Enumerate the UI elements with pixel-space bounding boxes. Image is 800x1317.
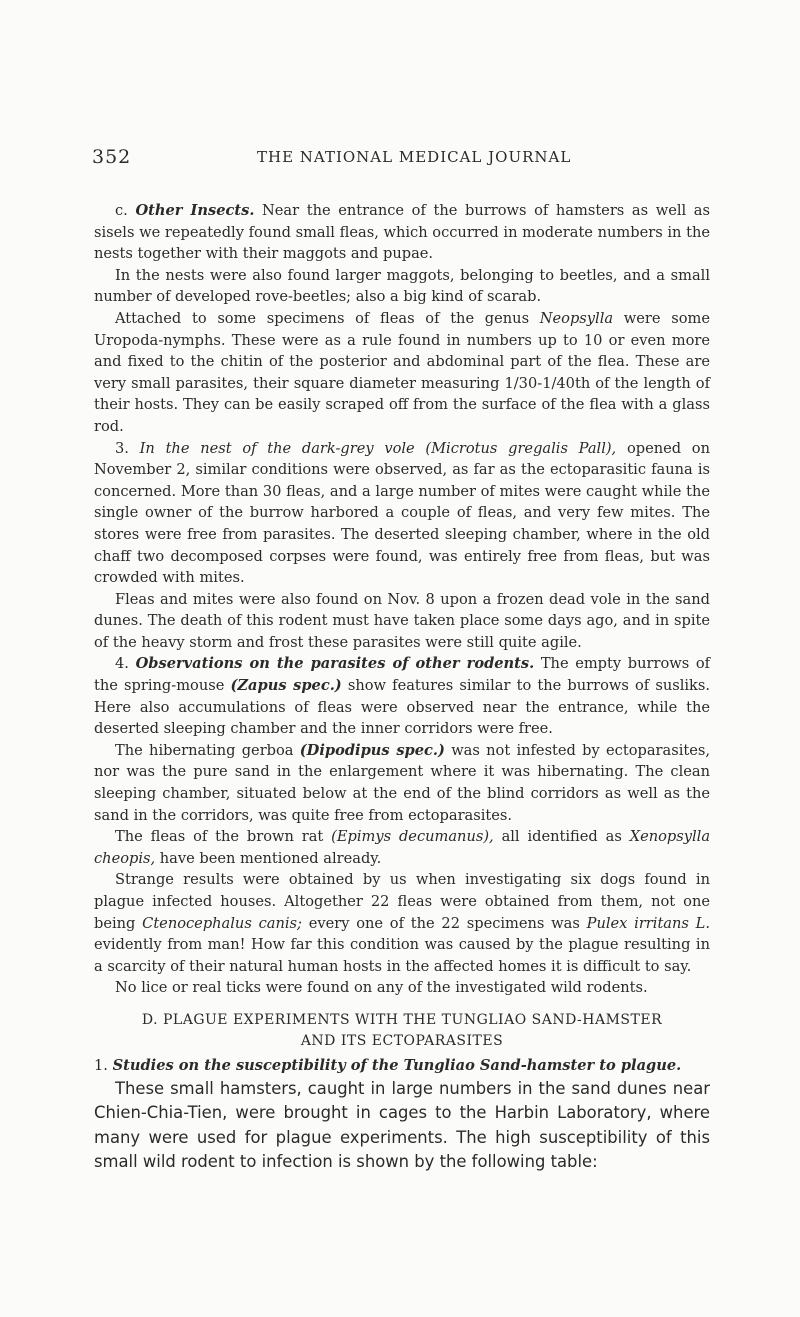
subsection-heading: Studies on the susceptibility of the Tungliao Sand-hamster to plague.	[112, 1056, 682, 1074]
subsection-heading: Observations on the parasites of other rodents.	[135, 655, 535, 673]
genus-name: Neopsylla	[539, 309, 614, 327]
paragraph-text: were some Uropoda-nymphs. These were as a rule found in numbers up to 10 or even more and fixed to the chitin of the posterior and abdominal part of the flea. These are very small parasites, their square diameter measuring 1/30-1/40th of the length of their hosts. They can be easily scraped off from the surface of the flea with a glass rod.	[94, 309, 710, 435]
species-name: (Zapus spec.)	[230, 677, 342, 695]
paragraph-text: was not infested by ectoparasites, nor was the pure sand in the enlargement where it was hibernating. The clean sleeping chamber, situated below at the end of the blind corridors as well as the sand in the corridors, was quite free from ectoparasites.	[94, 741, 711, 824]
paragraph-text: all identified as	[501, 828, 622, 846]
section-d-heading	[94, 1010, 710, 1052]
paragraph-text: evidently from man! How far this condition was caused by the plague resulting in a scarcity of their natural human hosts in the affected homes it is difficult to say.	[94, 936, 710, 975]
subsection-heading: Other Insects.	[135, 202, 255, 219]
paragraph-susceptibility-heading	[94, 1055, 710, 1077]
subsection-heading: In the nest of the dark-grey vole (Microtus gregalis Pall),	[139, 439, 617, 457]
paragraph-text: Near the entrance of the burrows of hamsters as well as sisels we repeatedly found small fleas, which occurred in moderate numbers in the nests together with their maggots and pupae.	[94, 202, 710, 263]
paragraph-dogs	[94, 869, 710, 977]
paragraph-text: Attached to some specimens of fleas of the genus	[115, 309, 530, 327]
paragraph-frozen-vole: Fleas and mites were also found on Nov. 8 upon a frozen dead vole in the sand dunes. The death of this rodent must have taken place some days ago, and in spite of the heavy storm and frost these parasites were still quite agile.	[94, 590, 710, 651]
page-header	[92, 146, 712, 170]
paragraph-text: have been mentioned already.	[159, 849, 382, 867]
paragraph-text: Strange results were obtained by us when investigating six dogs found in plague infected houses. Altogether 22 fleas were obtained from them, not one being	[94, 871, 710, 932]
paragraph-brown-rat	[94, 826, 710, 869]
subsection-label: 4.	[115, 655, 129, 673]
species-name: (Dipodipus spec.)	[299, 741, 445, 759]
running-head: THE NATIONAL MEDICAL JOURNAL	[257, 148, 572, 166]
paragraph-other-rodents	[94, 653, 710, 739]
section-heading-line: AND ITS ECTOPARASITES	[300, 1032, 504, 1049]
species-name: Pulex irritans L.	[586, 914, 710, 932]
paragraph-text: opened on November 2, similar conditions were observed, as far as the ectoparasitic fauna is concerned. More than 30 fleas, and a large number of mites were caught while the single owner of the burrow harbored a couple of fleas, and very few mites. The stores were free from parasites. The deserted sleeping chamber, where in the old chaff two decomposed corpses were found, was entirely free from fleas, but was crowded with mites.	[94, 439, 710, 587]
species-name: Ctenocephalus canis;	[142, 914, 302, 932]
paragraph-gerboa	[94, 740, 710, 826]
paragraph-vole-nest	[94, 438, 710, 589]
paragraph-no-lice: No lice or real ticks were found on any of the investigated wild rodents.	[115, 979, 648, 997]
section-heading-line: D. PLAGUE EXPERIMENTS WITH THE TUNGLIAO SAND-HAMSTER	[141, 1011, 663, 1028]
page-number: 352	[92, 146, 132, 168]
paragraph-hamsters: These small hamsters, caught in large numbers in the sand dunes near Chien-Chia-Tien, were brought in cages to the Harbin Laboratory, where many were used for plague experiments. The high susceptibility of this small wild rodent to infection is shown by the following table:	[94, 1078, 710, 1172]
paragraph-text: show features similar to the burrows of susliks. Here also accumulations of fleas were observed near the entrance, while the deserted sleeping chamber and the inner corridors were free.	[94, 677, 711, 738]
paragraph-text: The empty burrows of the spring-mouse	[94, 655, 711, 695]
article-body	[94, 200, 710, 1175]
paragraph-uropoda	[94, 308, 710, 438]
subsection-label: 3.	[115, 439, 129, 457]
paragraph-text: The fleas of the brown rat	[115, 828, 324, 846]
paragraph-other-insects	[94, 200, 710, 265]
paragraph-text: The hibernating gerboa	[115, 741, 294, 759]
paragraph-text: every one of the 22 specimens was	[308, 914, 580, 932]
subsection-label: c.	[115, 202, 128, 219]
subsection-label: 1.	[94, 1056, 108, 1074]
species-name: Xenopsylla cheopis,	[94, 828, 711, 867]
paragraph-beetles: In the nests were also found larger maggots, belonging to beetles, and a small number of developed rove-beetles; also a big kind of scarab.	[94, 266, 710, 306]
species-name: (Epimys decumanus),	[331, 828, 494, 846]
